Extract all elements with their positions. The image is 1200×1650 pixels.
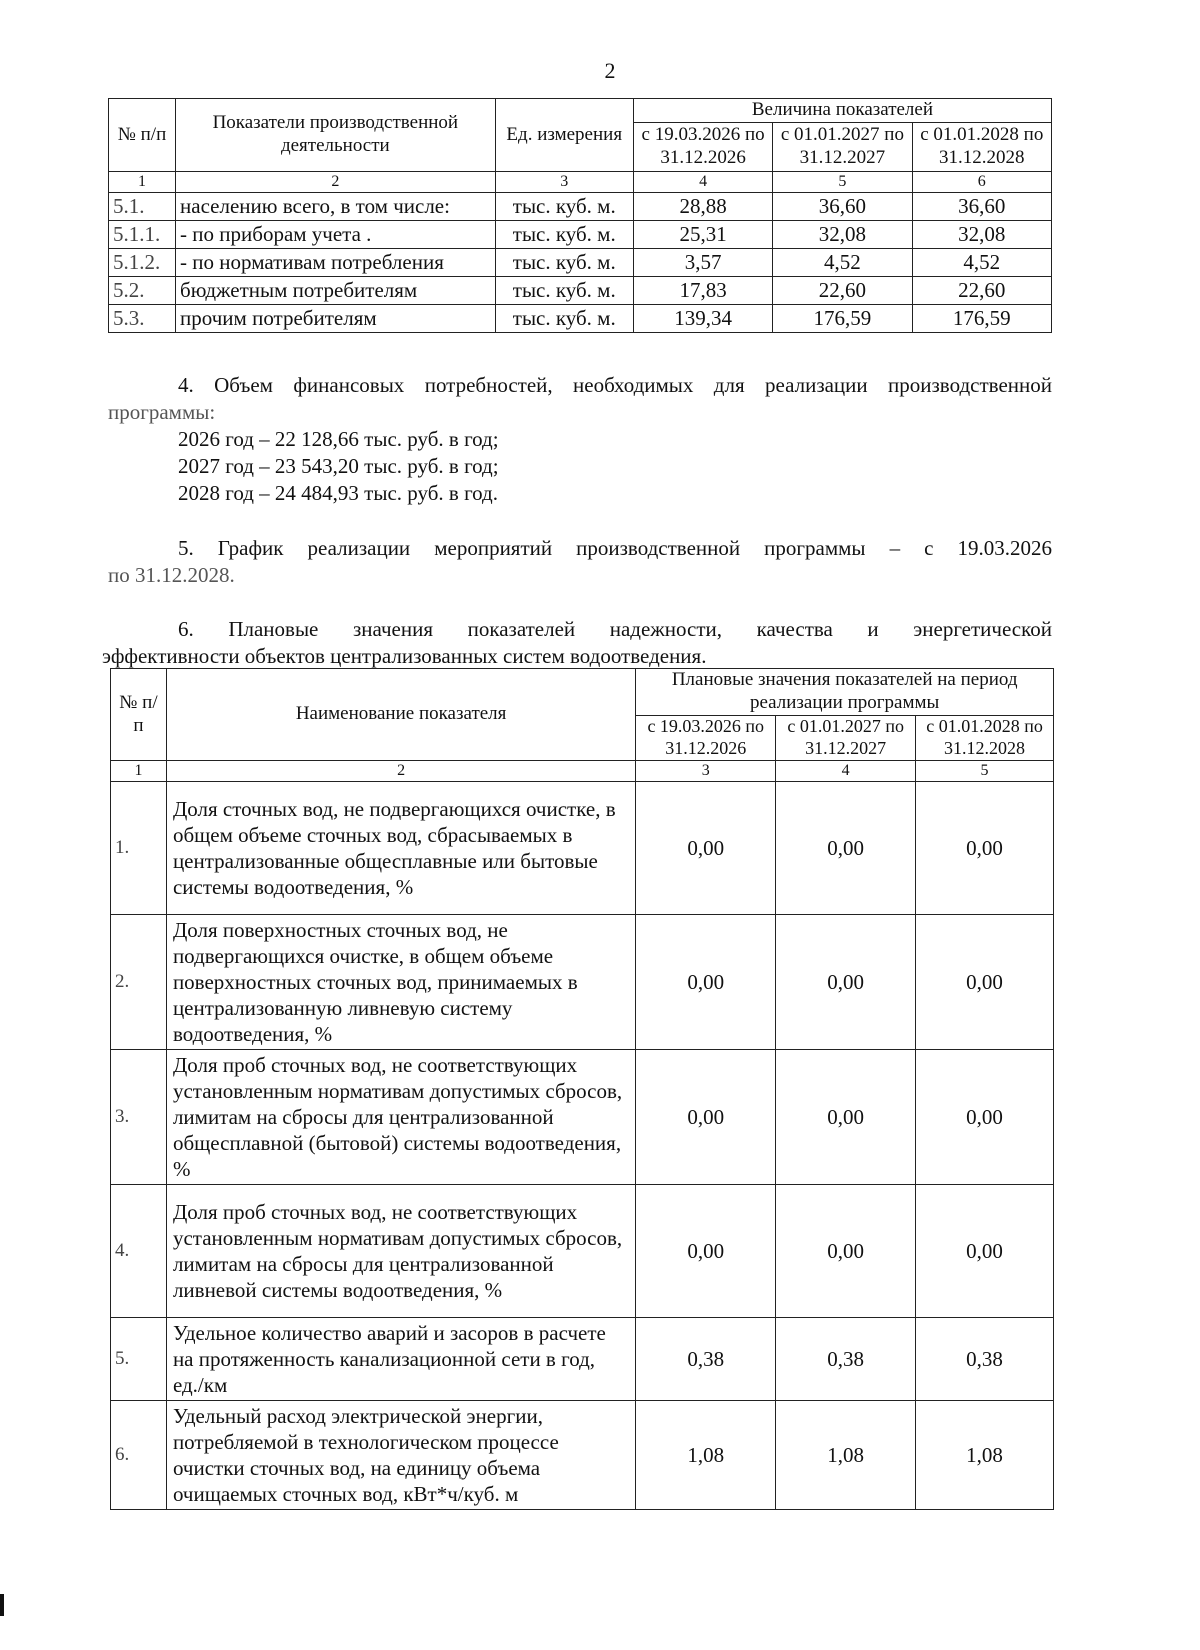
header-indicator: Показатели производственной деятельности: [176, 99, 496, 172]
row-value: 176,59: [773, 304, 912, 332]
row-value: 0,38: [916, 1318, 1054, 1401]
row-unit: тыс. куб. м.: [495, 248, 633, 276]
row-value: 0,00: [916, 915, 1054, 1050]
table-row: [109, 220, 1052, 248]
row-index: 5.1.1.: [109, 220, 176, 248]
section-6-line-1: 6. Плановые значения показателей надежности, качества и энергетической: [178, 617, 1052, 641]
row-value: 17,83: [633, 276, 772, 304]
row-index: 6.: [111, 1401, 167, 1510]
row-value: 0,00: [776, 1050, 916, 1185]
row-value: 0,00: [636, 1050, 776, 1185]
row-name: - по нормативам потребления: [176, 248, 496, 276]
row-value: 32,08: [912, 220, 1051, 248]
header-group: Плановые значения показателей на период реализации программы: [636, 669, 1054, 716]
row-name: бюджетным потребителям: [176, 276, 496, 304]
row-value: 0,00: [776, 915, 916, 1050]
table-row: [111, 1318, 1054, 1401]
header-group: Величина показателей: [633, 99, 1051, 123]
section-4-line-2: программы:: [108, 400, 216, 424]
row-name: Доля проб сточных вод, не соответствующих установленным нормативам допустимых сбросов, лимитам на сбросы для централизованной ливневой системы водоотведения, %: [166, 1185, 635, 1318]
budget-2026: 2026 год – 22 128,66 тыс. руб. в год;: [178, 427, 499, 451]
row-value: 0,00: [916, 782, 1054, 915]
header-period-2: с 01.01.2027 по 31.12.2027: [773, 122, 912, 171]
table-row: [111, 782, 1054, 915]
row-value: 28,88: [633, 192, 772, 220]
row-index: 5.: [111, 1318, 167, 1401]
section-4-line-1: 4. Объем финансовых потребностей, необходимых для реализации производственной: [178, 373, 1052, 397]
row-index: 5.3.: [109, 304, 176, 332]
section-6-line-2: эффективности объектов централизованных систем водоотведения.: [102, 644, 707, 668]
reliability-indicators-table: [110, 668, 1054, 1510]
column-number-row: [111, 761, 1054, 782]
section-5-line-2: по 31.12.2028.: [108, 563, 235, 587]
table-row: [111, 1401, 1054, 1510]
row-value: 0,00: [636, 782, 776, 915]
row-unit: тыс. куб. м.: [495, 192, 633, 220]
row-value: 22,60: [912, 276, 1051, 304]
row-value: 1,08: [636, 1401, 776, 1510]
row-index: 5.2.: [109, 276, 176, 304]
col-number: 2: [176, 171, 496, 192]
row-value: 32,08: [773, 220, 912, 248]
row-value: 139,34: [633, 304, 772, 332]
section-5-line-1: 5. График реализации мероприятий производственной программы – с 19.03.2026: [178, 536, 1052, 560]
row-value: 0,00: [776, 782, 916, 915]
row-value: 0,00: [916, 1185, 1054, 1318]
row-unit: тыс. куб. м.: [495, 276, 633, 304]
row-name: Удельное количество аварий и засоров в расчете на протяженность канализационной сети в год, ед./км: [166, 1318, 635, 1401]
row-value: 3,57: [633, 248, 772, 276]
row-value: 1,08: [776, 1401, 916, 1510]
scan-edge-mark: [0, 1594, 4, 1616]
row-unit: тыс. куб. м.: [495, 304, 633, 332]
header-period-3: с 01.01.2028 по 31.12.2028: [916, 716, 1054, 761]
table-row: [111, 915, 1054, 1050]
budget-2027: 2027 год – 23 543,20 тыс. руб. в год;: [178, 454, 499, 478]
col-number: 1: [111, 761, 167, 782]
col-number: 5: [916, 761, 1054, 782]
row-value: 1,08: [916, 1401, 1054, 1510]
table-row: [109, 304, 1052, 332]
row-value: 0,38: [776, 1318, 916, 1401]
row-value: 0,00: [636, 915, 776, 1050]
row-value: 25,31: [633, 220, 772, 248]
table-row: [109, 276, 1052, 304]
col-number: 5: [773, 171, 912, 192]
col-number: 6: [912, 171, 1051, 192]
row-index: 1.: [111, 782, 167, 915]
row-name: - по приборам учета .: [176, 220, 496, 248]
row-name: населению всего, в том числе:: [176, 192, 496, 220]
section-6-paragraph: [102, 616, 1052, 670]
table-row: [109, 192, 1052, 220]
row-value: 36,60: [912, 192, 1051, 220]
row-name: Доля поверхностных сточных вод, не подвергающихся очистке, в общем объеме поверхностных сточных вод, принимаемых в централизованную ливневую систему водоотведения, %: [166, 915, 635, 1050]
row-value: 0,00: [916, 1050, 1054, 1185]
table-row: [111, 1050, 1054, 1185]
table-row: [111, 1185, 1054, 1318]
row-name: прочим потребителям: [176, 304, 496, 332]
col-number: 2: [166, 761, 635, 782]
row-index: 5.1.2.: [109, 248, 176, 276]
page-number: 2: [604, 58, 616, 83]
column-number-row: [109, 171, 1052, 192]
row-value: 4,52: [773, 248, 912, 276]
row-name: Доля сточных вод, не подвергающихся очистке, в общем объеме сточных вод, сбрасываемых в централизованные общесплавные или бытовые системы водоотведения, %: [166, 782, 635, 915]
row-name: Доля проб сточных вод, не соответствующих установленным нормативам допустимых сбросов, лимитам на сбросы для централизованной общесплавной (бытовой) системы водоотведения, %: [166, 1050, 635, 1185]
header-num: № п/п: [111, 669, 167, 761]
header-period-1: с 19.03.2026 по 31.12.2026: [633, 122, 772, 171]
header-unit: Ед. измерения: [495, 99, 633, 172]
header-name: Наименование показателя: [166, 669, 635, 761]
row-index: 4.: [111, 1185, 167, 1318]
section-5-paragraph: [108, 535, 1052, 589]
budget-2028: 2028 год – 24 484,93 тыс. руб. в год.: [178, 481, 498, 505]
row-index: 2.: [111, 915, 167, 1050]
row-index: 3.: [111, 1050, 167, 1185]
row-value: 0,00: [776, 1185, 916, 1318]
col-number: 3: [495, 171, 633, 192]
header-period-1: с 19.03.2026 по 31.12.2026: [636, 716, 776, 761]
col-number: 4: [633, 171, 772, 192]
row-index: 5.1.: [109, 192, 176, 220]
row-value: 0,00: [636, 1185, 776, 1318]
row-value: 22,60: [773, 276, 912, 304]
production-indicators-table: [108, 98, 1052, 333]
row-value: 176,59: [912, 304, 1051, 332]
row-unit: тыс. куб. м.: [495, 220, 633, 248]
row-name: Удельный расход электрической энергии, потребляемой в технологическом процессе очистки сточных вод, на единицу объема очищаемых сточных вод, кВт*ч/куб. м: [166, 1401, 635, 1510]
col-number: 4: [776, 761, 916, 782]
section-4-paragraph: [108, 372, 1052, 426]
row-value: 0,38: [636, 1318, 776, 1401]
header-num: № п/п: [109, 99, 176, 172]
row-value: 36,60: [773, 192, 912, 220]
table-row: [109, 248, 1052, 276]
row-value: 4,52: [912, 248, 1051, 276]
header-period-2: с 01.01.2027 по 31.12.2027: [776, 716, 916, 761]
col-number: 3: [636, 761, 776, 782]
col-number: 1: [109, 171, 176, 192]
header-period-3: с 01.01.2028 по 31.12.2028: [912, 122, 1051, 171]
